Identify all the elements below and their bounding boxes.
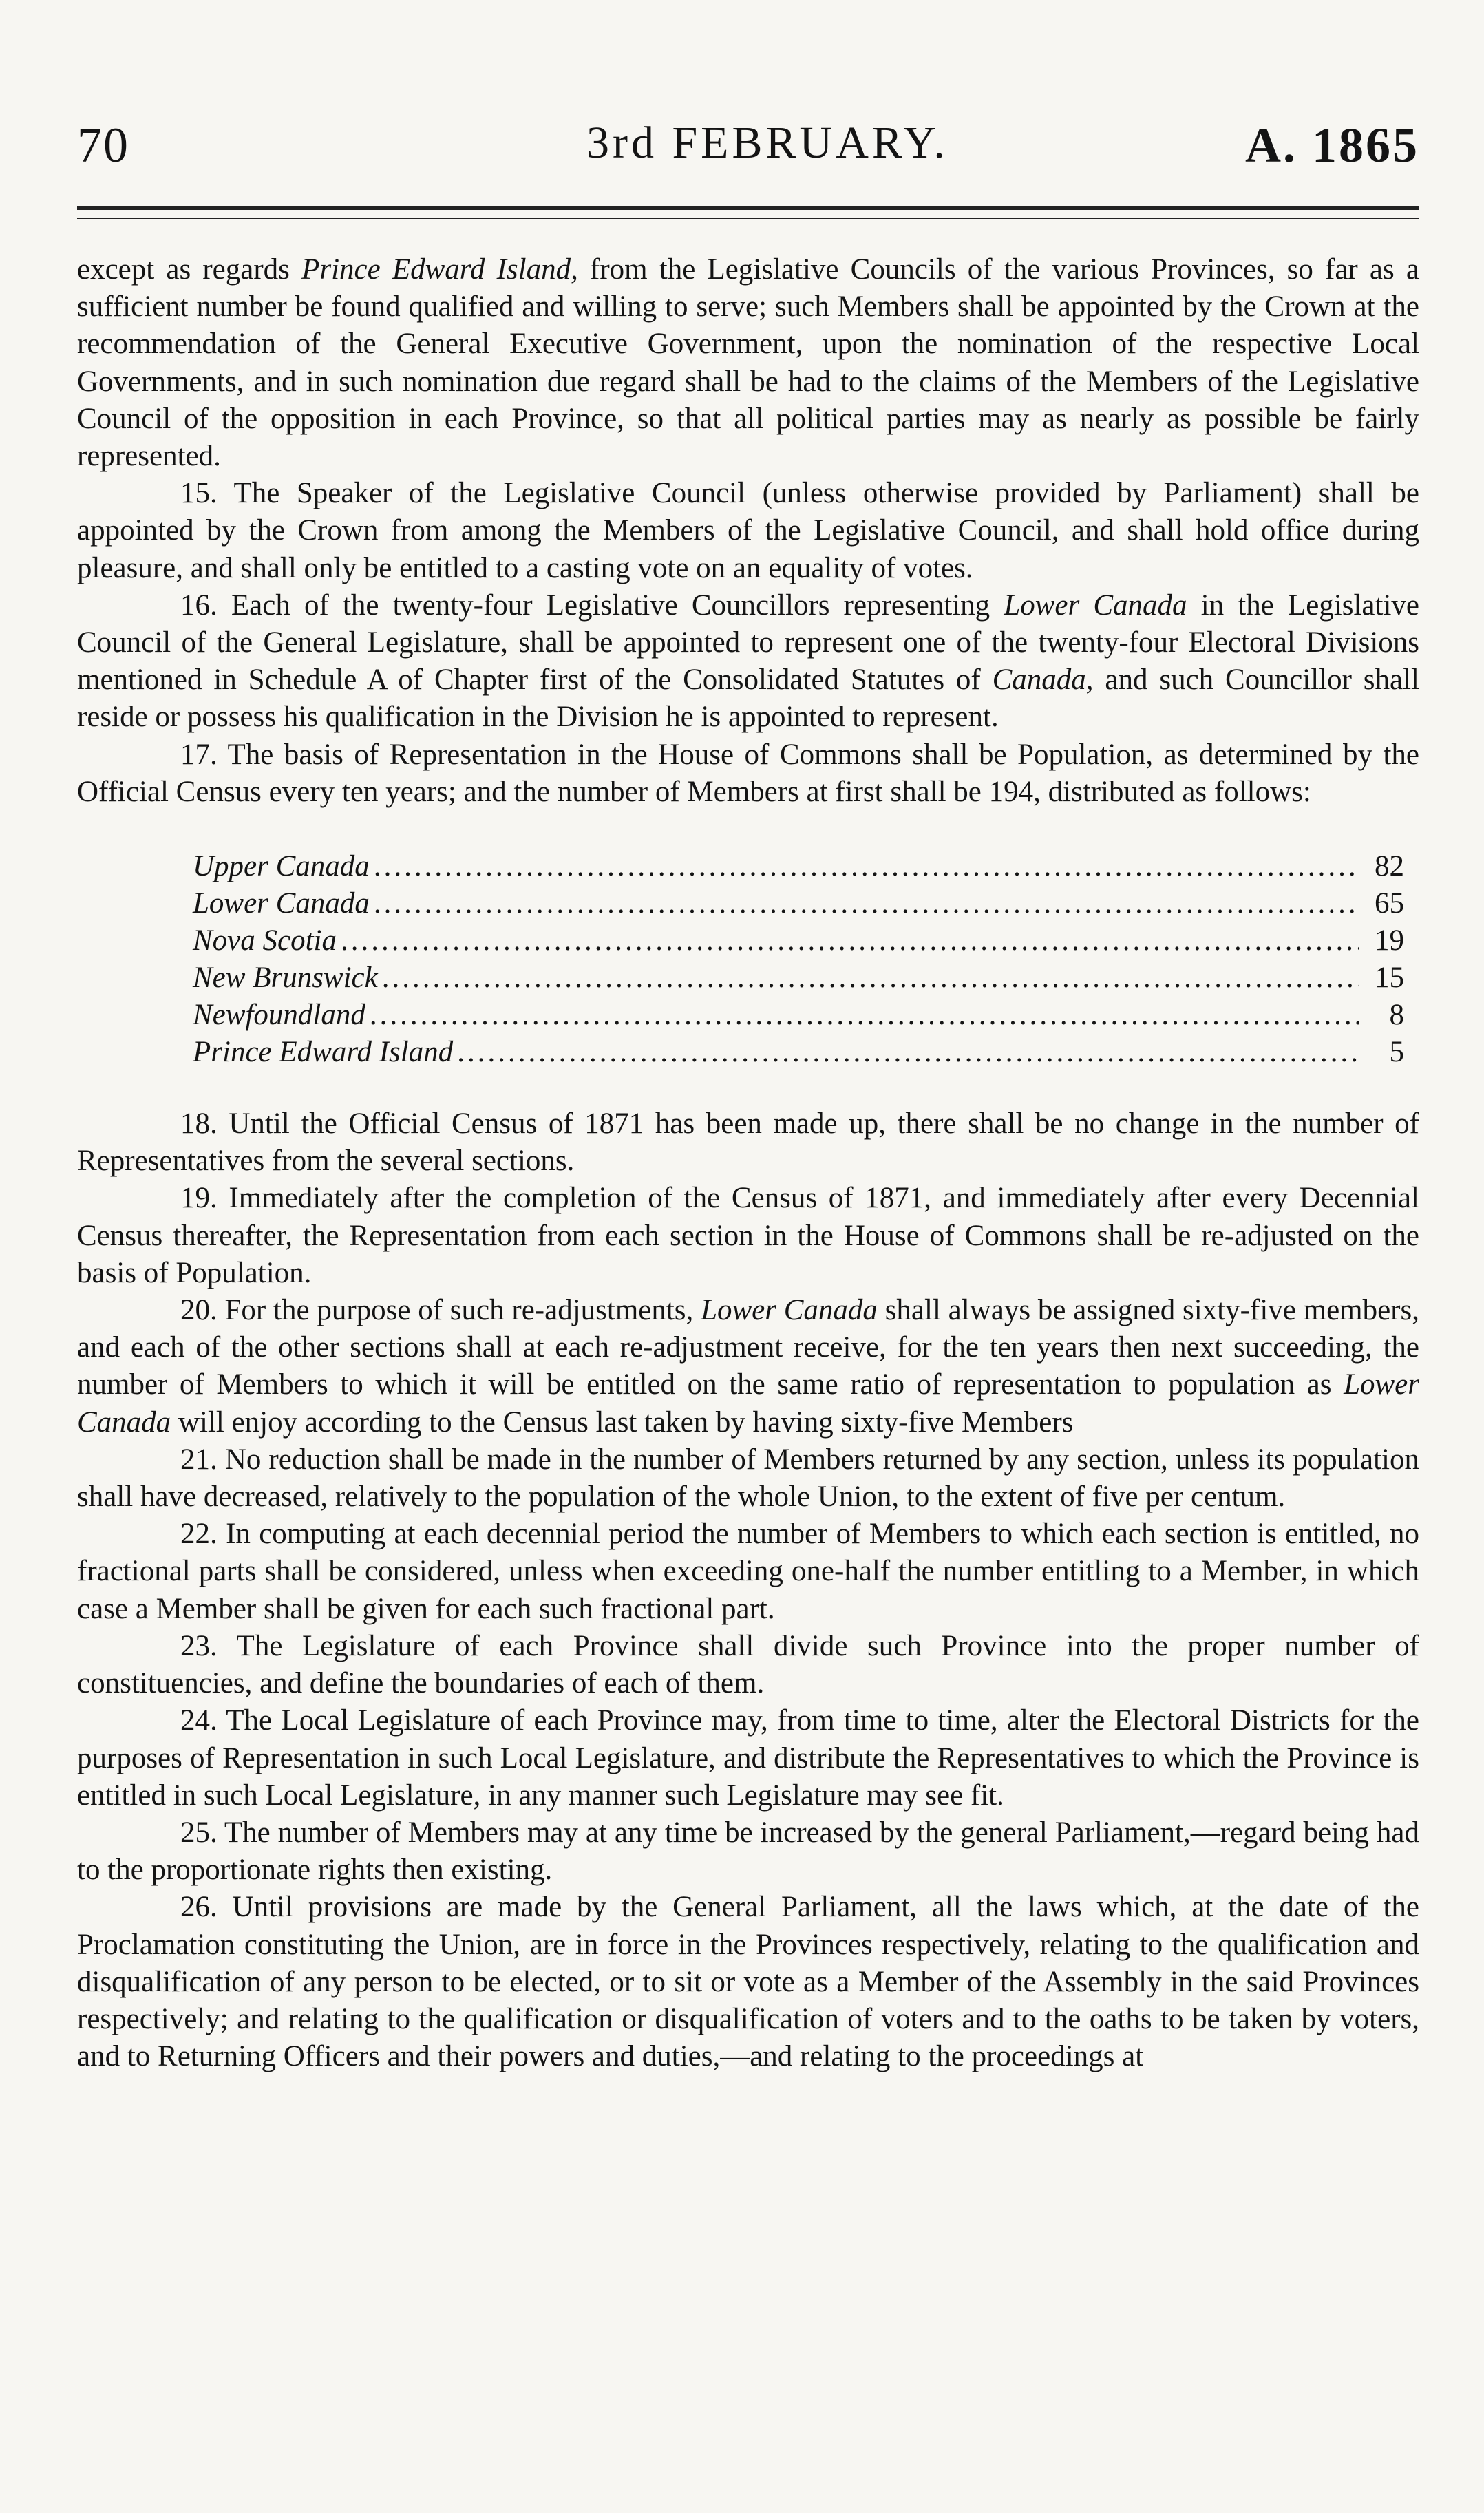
text-segment: 22. In computing at each decennial period the number of Members to which each section is entitled, no fractional parts shall be considered, unless when exceeding one-half the number entitling to a Member, in which case a Member shall be given for each such fractional part.	[77, 1518, 1419, 1625]
text-segment: will enjoy according to the Census last taken by having sixty-five Members	[171, 1406, 1074, 1439]
member-count: 82	[1375, 850, 1404, 883]
header-rule-thin	[77, 218, 1419, 219]
paragraph	[77, 736, 1419, 811]
province-name: Nova Scotia	[193, 924, 337, 957]
province-name: New Brunswick	[193, 962, 378, 995]
paragraph	[77, 1180, 1419, 1292]
dot-leader	[457, 1034, 1359, 1071]
text-segment: in the Legislative Council of the General Legislature, shall be appointed to represent one of the twenty-four Electoral Divisions mentioned in Schedule A of Chapter first of the Consolidated Statutes of	[77, 589, 1419, 697]
header-year: A. 1865	[1245, 118, 1419, 173]
table-row	[193, 1034, 1404, 1071]
paragraphs-before-table	[77, 251, 1419, 811]
member-count: 15	[1375, 962, 1404, 995]
paragraph	[77, 475, 1419, 587]
italic-text: Canada,	[992, 664, 1094, 697]
paragraph	[77, 1628, 1419, 1702]
paragraph	[77, 587, 1419, 736]
page-number: 70	[77, 118, 129, 173]
dot-leader	[370, 997, 1359, 1034]
text-segment: 23. The Legislature of each Province shall divide such Province into the proper number of constituencies, and define the boundaries of each of them.	[77, 1629, 1419, 1700]
table-row	[193, 959, 1404, 997]
text-segment: 18. Until the Official Census of 1871 has been made up, there shall be no change in the number of Representatives from the several sections.	[77, 1107, 1419, 1178]
member-count: 5	[1389, 1036, 1404, 1069]
dot-leader	[382, 959, 1359, 997]
paragraph	[77, 251, 1419, 475]
text-segment: shall always be assigned sixty-five members, and each of the other sections shall at each re-adjustment receive, for the ten years then next succeeding, the number of Members to which it will be entitled on the same ratio of representation to population as	[77, 1294, 1419, 1401]
province-name: Prince Edward Island	[193, 1036, 454, 1069]
italic-text: Lower Canada	[77, 1368, 1419, 1439]
member-count: 8	[1389, 999, 1404, 1032]
table-row	[193, 997, 1404, 1034]
page-header	[77, 117, 1419, 193]
paragraph	[77, 1814, 1419, 1889]
table-row	[193, 922, 1404, 959]
text-segment: 19. Immediately after the completion of the Census of 1871, and immediately after every Decennial Census thereafter, the Representation from each section in the House of Commons shall be re-adjusted on the basis of Population.	[77, 1182, 1419, 1289]
running-title: 3rd FEBRUARY.	[586, 118, 948, 168]
body-text	[77, 251, 1419, 2075]
text-segment: from the Legislative Councils of the various Provinces, so far as a sufficient number be found qualified and willing to serve; such Members shall be appointed by the Crown at the recommendation of the General Executive Government, upon the nomination of the respective Local Governments, and in such nomination due regard shall be had to the claims of the Members of the Legislative Council of the opposition in each Province, so that all political parties may as nearly as possible be fairly represented.	[77, 253, 1419, 473]
paragraph	[77, 1702, 1419, 1814]
province-name: Newfoundland	[193, 999, 365, 1032]
paragraph	[77, 1105, 1419, 1180]
paragraph	[77, 1516, 1419, 1628]
text-segment: 17. The basis of Representation in the House of Commons shall be Population, as determined by the Official Census every ten years; and the number of Members at first shall be 194, distributed as follows:	[77, 738, 1419, 808]
text-segment: 24. The Local Legislature of each Province may, from time to time, alter the Electoral Districts for the purposes of Representation in such Local Legislature, and distribute the Representatives to which the Province is entitled in such Local Legislature, in any manner such Legislature may see fit.	[77, 1704, 1419, 1812]
paragraph	[77, 1441, 1419, 1516]
member-count: 19	[1375, 924, 1404, 957]
province-name: Lower Canada	[193, 887, 370, 920]
province-name: Upper Canada	[193, 850, 370, 883]
paragraph	[77, 1889, 1419, 2075]
text-segment: 16. Each of the twenty-four Legislative Councillors representing	[180, 589, 1004, 622]
text-segment: 15. The Speaker of the Legislative Council (unless otherwise provided by Parliament) shall be appointed by the Crown from among the Members of the Legislative Council, and shall hold office during pleasure, and shall only be entitled to a casting vote on an equality of votes.	[77, 477, 1419, 584]
text-segment: 20. For the purpose of such re-adjustments,	[180, 1294, 701, 1327]
text-segment: 25. The number of Members may at any time be increased by the general Parliament,—regard being had to the proportionate rights then existing.	[77, 1816, 1419, 1887]
text-segment: and such Councillor shall reside or possess his qualification in the Division he is appointed to represent.	[77, 664, 1420, 734]
dot-leader	[374, 848, 1359, 885]
table-row	[193, 885, 1404, 922]
text-segment: 26. Until provisions are made by the General Parliament, all the laws which, at the date of the Proclamation constituting the Union, are in force in the Provinces respectively, relating to the qualification and disqualification of any person to be elected, or to sit or vote as a Member of the Assembly in the said Provinces respectively; and relating to the qualification or disqualification of voters and to the oaths to be taken by voters, and to Returning Officers and their powers and duties,—and relating to the proceedings at	[77, 1891, 1419, 2073]
member-count: 65	[1375, 887, 1404, 920]
italic-text: Prince Edward Island,	[301, 253, 578, 286]
representation-table	[193, 848, 1404, 1071]
table-row	[193, 848, 1404, 885]
text-segment: except as regards	[77, 253, 302, 286]
paragraph	[77, 1292, 1419, 1441]
dot-leader	[374, 885, 1359, 922]
italic-text: Lower Canada	[1004, 589, 1187, 622]
italic-text: Lower Canada	[701, 1294, 878, 1327]
text-segment: 21. No reduction shall be made in the number of Members returned by any section, unless its population shall have decreased, relatively to the population of the whole Union, to the extent of five per centum.	[77, 1443, 1419, 1514]
header-rule-thick	[77, 206, 1419, 210]
paragraphs-after-table	[77, 1105, 1419, 2075]
dot-leader	[341, 922, 1359, 959]
